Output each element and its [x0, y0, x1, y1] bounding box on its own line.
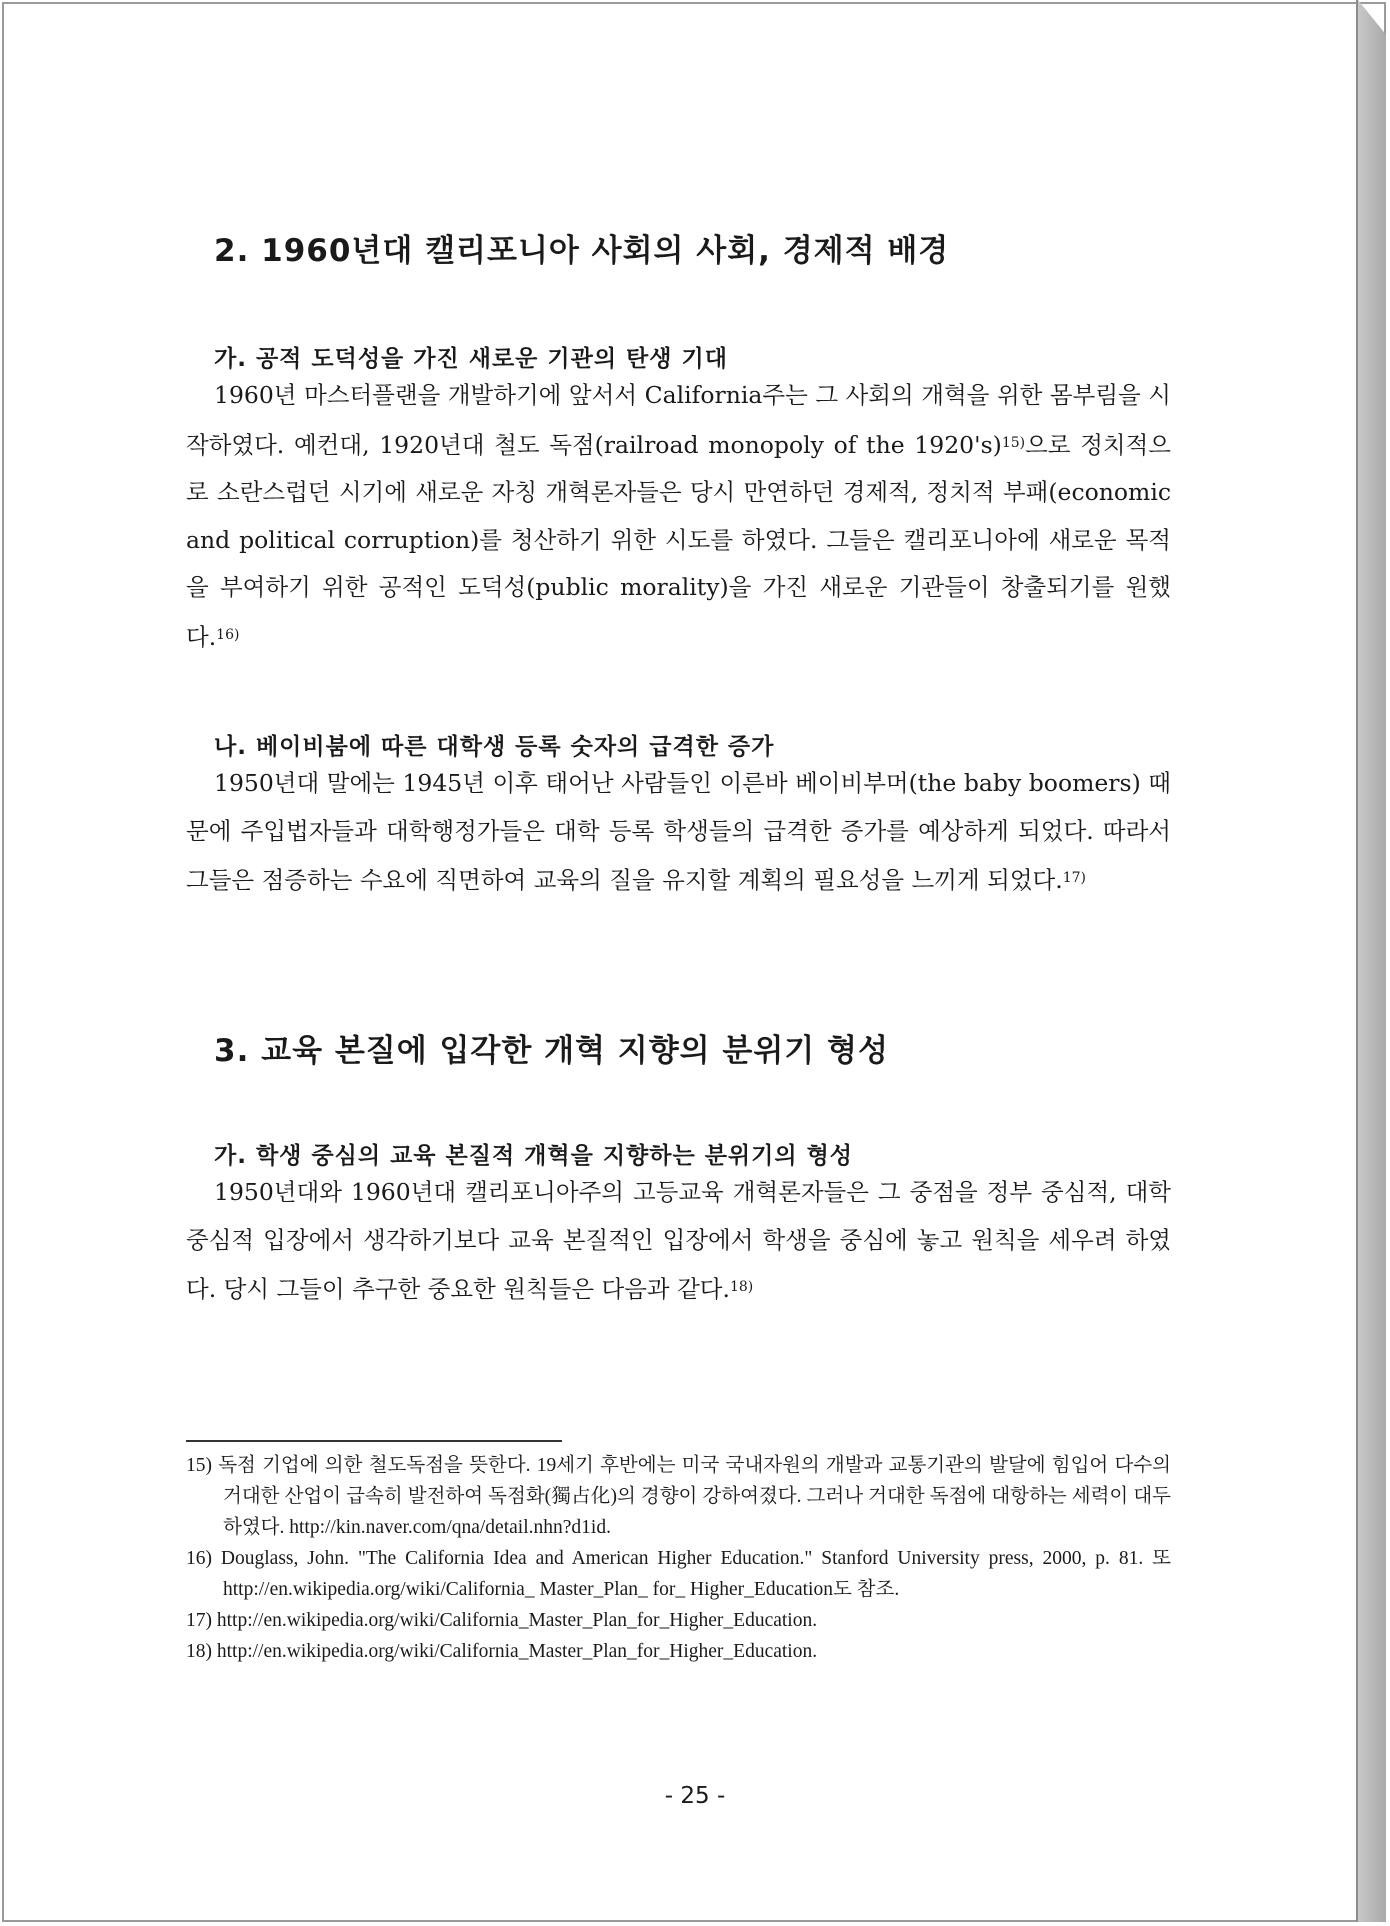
paragraph-2-b-text: 1950년대 말에는 1945년 이후 태어난 사람들인 이른바 베이비부머(the baby boomers) 때문에 주입법자들과 대학행정가들은 대학 등록 학생들의 급격한 증가를 예상하게 되었다. 따라서 그들은 점증하는 수요에 직면하여 교육의 질을 유지할 계획의 필요성을 느끼게 되었다. — [186, 769, 1171, 894]
footnote-16: 16) Douglass, John. "The California Idea and American Higher Education." Stanford University press, 2000, p. 81. 또 http://en.wikipedia.org/wiki/California_ Master_Plan_ for_ Higher_Education도 참조. — [186, 1548, 1171, 1600]
paragraph-2-b — [186, 760, 1171, 905]
paragraph-2-a-text-2: 으로 정치적으로 소란스럽던 시기에 새로운 자칭 개혁론자들은 당시 만연하던 경제적, 정치적 부패(economic and political corruption)를 청산하기 위한 시도를 하였다. 그들은 캘리포니아에 새로운 목적을 부여하기 위한 공적인 도덕성(public morality)을 가진 새로운 기관들이 창출되기를 원했다. — [186, 430, 1171, 651]
paragraph-2-a-text-1: 1960년 마스터플랜을 개발하기에 앞서서 California주는 그 사회의 개혁을 위한 몸부림을 시작하였다. 예컨대, 1920년대 철도 독점(railroad monopoly of the 1920's) — [186, 381, 1171, 459]
paragraph-2-a — [186, 372, 1171, 661]
page-curl-edge — [1358, 0, 1386, 1922]
footnote-15: 15) 독점 기업에 의한 철도독점을 뜻한다. 19세기 후반에는 미국 국내자원의 개발과 교통기관의 발달에 힘입어 다수의 거대한 산업이 급속히 발전하여 독점화(獨占化)의 경향이 강하여졌다. 그러나 거대한 독점에 대항하는 세력이 대두하였다. http://kin.naver.com/qna/detail.nhn?d1id. — [186, 1455, 1171, 1538]
footnotes — [186, 1450, 1171, 1667]
footnote-divider — [186, 1440, 562, 1442]
subsection-heading-2-b: 나. 베이비붐에 따른 대학생 등록 숫자의 급격한 증가 — [214, 734, 775, 760]
subsection-heading-3-a: 가. 학생 중심의 교육 본질적 개혁을 지향하는 분위기의 형성 — [214, 1143, 854, 1169]
page-number: - 25 - — [664, 1783, 726, 1809]
section-heading-3: 3. 교육 본질에 입각한 개혁 지향의 분위기 형성 — [214, 1033, 889, 1069]
footnote-18: 18) http://en.wikipedia.org/wiki/California_Master_Plan_for_Higher_Education. — [186, 1641, 818, 1662]
footnote-ref-17: 17) — [1062, 870, 1086, 886]
footnote-ref-16: 16) — [216, 626, 240, 643]
paragraph-3-a-text: 1950년대와 1960년대 캘리포니아주의 고등교육 개혁론자들은 그 중점을 정부 중심적, 대학 중심적 입장에서 생각하기보다 교육 본질적인 입장에서 학생을 중심에 놓고 원칙을 세우려 하였다. 당시 그들이 추구한 중요한 원칙들은 다음과 같다. — [186, 1178, 1171, 1303]
page-edge-line — [1356, 0, 1358, 1922]
footnote-ref-18: 18) — [729, 1279, 754, 1295]
subsection-heading-2-a: 가. 공적 도덕성을 가진 새로운 기관의 탄생 기대 — [214, 346, 728, 372]
section-heading-2: 2. 1960년대 캘리포니아 사회의 사회, 경제적 배경 — [214, 233, 950, 269]
footnote-17: 17) http://en.wikipedia.org/wiki/California_Master_Plan_for_Higher_Education. — [186, 1610, 818, 1631]
footnote-ref-15: 15) — [1001, 434, 1026, 451]
paragraph-3-a — [186, 1169, 1171, 1314]
